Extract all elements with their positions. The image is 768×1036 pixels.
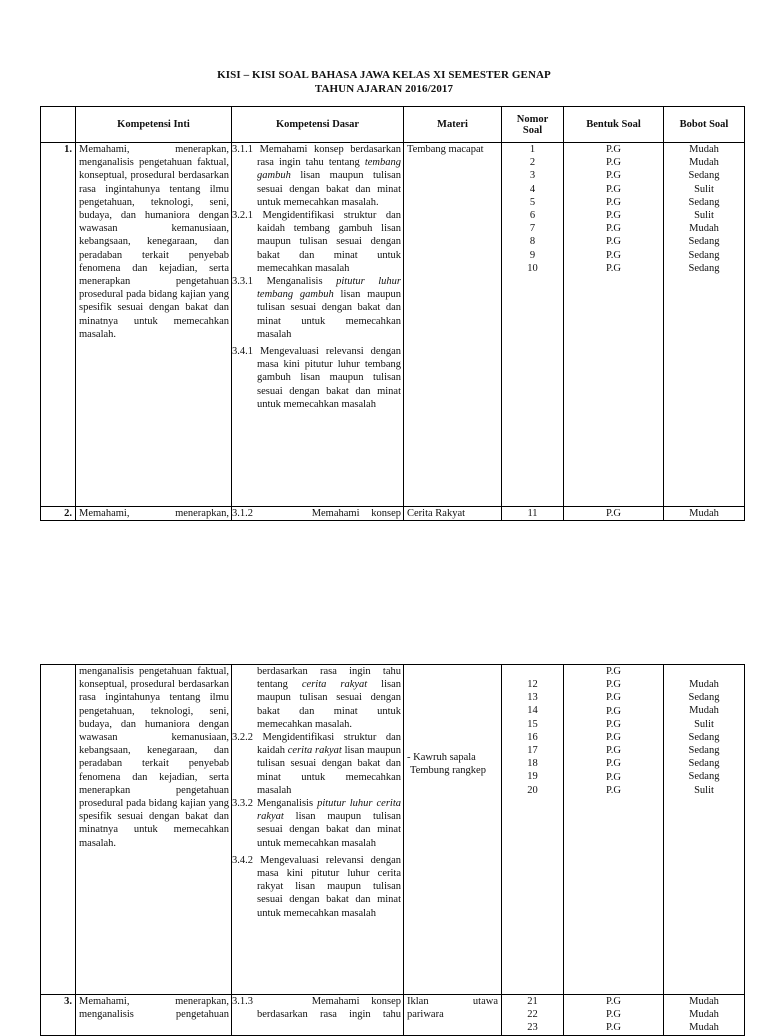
kd-item — [232, 209, 401, 275]
nomor-soal-cell: 11 — [502, 507, 564, 521]
row-number: 1. — [41, 143, 76, 507]
kd-text: Memahami konsep — [311, 508, 401, 519]
question-type: P.G — [606, 183, 621, 195]
ki-line2: menganalisis pengetahuan — [79, 1009, 229, 1021]
kd-text: Memahami konsep — [311, 996, 401, 1007]
question-number: 10 — [527, 262, 538, 274]
question-weight: Sedang — [688, 692, 720, 704]
kd-item — [232, 507, 401, 520]
header-no — [41, 107, 76, 143]
question-weight: Mudah — [689, 996, 719, 1007]
kd-item — [232, 995, 401, 1008]
bentuk-soal-cell: P.G — [564, 507, 664, 521]
question-weight: Sedang — [688, 758, 720, 770]
kd-emphasis: pitutur luhur cerita rakyat — [257, 798, 401, 823]
kompetensi-dasar-cell — [232, 995, 404, 1036]
question-type: P.G — [606, 758, 621, 770]
question-type: P.G — [606, 784, 621, 796]
materi-cell: Cerita Rakyat — [404, 507, 502, 521]
kd-emphasis: tembang gambuh — [257, 157, 401, 182]
kd-text: Mengevaluasi relevansi dengan masa kini pitutur luhur cerita rakyat lisan maupun tulisan sesuai dengan bakat dan minat untuk memecahkan masalah — [257, 854, 402, 919]
materi-cell: Tembang macapat — [404, 143, 502, 507]
kompetensi-inti-cell: Memahami, menerapkan, menganalisis pengetahuan faktual, konseptual, prosedural berdasarkan rasa ingintahunya tentang ilmu pengetahuan, teknologi, seni, budaya, dan humaniora dengan wawasan kemanusiaan, kebangsaan, kenegaraan, dan peradaban terkait penyebab fenomena dan kejadian, serta menerapkan pengetahuan prosedural pada bidang kajian yang spesifik sesuai dengan bakat dan minatnya untuk memecahkan masalah. — [76, 143, 232, 507]
question-number: 20 — [527, 784, 538, 796]
header-materi: Materi — [404, 107, 502, 143]
kd-text: Menganalisis — [266, 276, 337, 288]
kisi-table-page1 — [40, 106, 745, 521]
kd-text: Menganalisis — [257, 798, 318, 810]
kd-text: Mengevaluasi relevansi dengan masa kini pitutur luhur tembang gambuh lisan maupun tulisan sesuai dengan bakat dan minat untuk memecahkan masalah — [257, 346, 402, 410]
question-type: P.G — [606, 262, 621, 274]
bobot-soal-cell — [664, 143, 745, 507]
question-weight: Mudah — [689, 157, 719, 169]
kd-number: 3.1.3 — [232, 996, 253, 1007]
question-number: 21 — [527, 996, 538, 1007]
kd-text: berdasarkan rasa ingin tahu tentang — [257, 666, 401, 691]
question-weight: Sulit — [694, 718, 714, 730]
kd-number: 3.4.1 — [232, 346, 260, 358]
kd-number: 3.2.1 — [232, 210, 263, 222]
kd-item — [232, 731, 401, 797]
question-number: 1 — [529, 144, 536, 155]
question-number: 15 — [527, 718, 538, 730]
kd-text: lisan maupun tulisan sesuai dengan bakat dan minat untuk memecahkan masalah. — [257, 679, 401, 730]
question-number: 16 — [527, 731, 538, 743]
kompetensi-inti-cell — [76, 995, 232, 1036]
row-number: 3. — [41, 995, 76, 1036]
question-number: 5 — [529, 196, 536, 208]
nomor-soal-cell — [502, 665, 564, 995]
kompetensi-inti-cell: menganalisis pengetahuan faktual, konseptual, prosedural berdasarkan rasa ingintahunya tentang ilmu pengetahuan, teknologi, seni, budaya, dan humaniora dengan wawasan kemanusiaan, kebangsaan, kenegaraan, dan peradaban terkait penyebab fenomena dan kejadian, serta menerapkan pengetahuan prosedural pada bidang kajian yang spesifik sesuai dengan bakat dan minatnya untuk memecahkan masalah. — [76, 665, 232, 995]
kd-text-cont: berdasarkan rasa ingin tahu — [257, 1009, 401, 1021]
kd-item — [232, 854, 401, 920]
document-title: KISI – KISI SOAL BAHASA JAWA KELAS XI SEMESTER GENAP — [217, 69, 551, 81]
kd-item — [232, 345, 401, 411]
header-nomor-soal — [502, 107, 564, 143]
question-type: P.G — [606, 1009, 621, 1021]
question-weight: Sulit — [694, 183, 714, 195]
question-weight: Sedang — [688, 262, 720, 274]
question-number: 9 — [529, 249, 536, 261]
question-type: P.G — [606, 679, 621, 691]
ki-line1: Memahami, menerapkan, — [79, 996, 229, 1007]
kd-number: 3.1.1 — [232, 144, 260, 155]
materi-cell — [404, 995, 502, 1036]
question-weight: Sedang — [688, 771, 720, 783]
question-type: P.G — [606, 236, 621, 248]
question-number: 22 — [527, 1009, 538, 1021]
question-weight: Sedang — [688, 731, 720, 743]
bentuk-soal-cell — [564, 665, 664, 995]
kd-number: 3.3.1 — [232, 276, 267, 288]
kd-number: 3.3.2 — [232, 798, 258, 810]
question-type: P.G — [606, 718, 621, 730]
question-type: P.G — [606, 144, 621, 155]
question-type: P.G — [606, 170, 621, 182]
kd-text: Memahami konsep berdasarkan rasa ingin tahu tentang — [257, 144, 402, 169]
header-kompetensi-inti: Kompetensi Inti — [76, 107, 232, 143]
bobot-soal-cell: Mudah — [664, 507, 745, 521]
question-number: 17 — [527, 745, 538, 757]
question-weight: Sedang — [688, 236, 720, 248]
question-number: 18 — [527, 758, 538, 770]
question-type: P.G — [606, 705, 621, 717]
question-weight: Sedang — [688, 196, 720, 208]
question-number: 6 — [529, 210, 536, 222]
table-row — [41, 995, 745, 1036]
materi-line2: pariwara — [407, 1009, 444, 1021]
kd-text: lisan maupun tulisan sesuai dengan bakat dan minat untuk memecahkan masalah — [257, 289, 401, 340]
kd-emphasis: cerita rakyat — [301, 679, 368, 691]
question-number: 7 — [529, 223, 536, 235]
table-row — [41, 665, 745, 995]
question-weight: Mudah — [689, 705, 719, 717]
question-number: 3 — [529, 170, 536, 182]
question-type: P.G — [606, 249, 621, 261]
nomor-soal-cell — [502, 143, 564, 507]
question-weight: Mudah — [689, 144, 719, 155]
header-nomor-line2: Soal — [522, 124, 543, 136]
kd-number: 3.1.2 — [232, 508, 253, 519]
question-number: 23 — [527, 1022, 538, 1034]
question-weight: Sulit — [694, 210, 714, 222]
question-number: 8 — [529, 236, 536, 248]
question-weight: Sulit — [694, 784, 714, 796]
kd-text: lisan maupun tulisan sesuai dengan bakat dan minat untuk memecahkan masalah — [257, 811, 401, 849]
kd-text: lisan maupun tulisan sesuai dengan bakat dan minat untuk memecahkan masalah. — [257, 170, 401, 208]
kd-text: lisan maupun tulisan sesuai dengan bakat dan minat untuk memecahkan masalah — [257, 745, 401, 796]
question-type: P.G — [606, 1022, 621, 1034]
question-type: P.G — [606, 732, 621, 744]
question-type: P.G — [606, 196, 621, 208]
question-type: P.G — [606, 771, 621, 783]
header-kompetensi-dasar: Kompetensi Dasar — [232, 107, 404, 143]
bentuk-soal-cell — [564, 995, 664, 1036]
header-bentuk-soal: Bentuk Soal — [564, 107, 664, 143]
row-number: 2. — [41, 507, 76, 521]
table-header-row — [41, 107, 745, 143]
bobot-soal-cell — [664, 995, 745, 1036]
kd-item — [232, 143, 401, 209]
kisi-table-page2 — [40, 664, 745, 1036]
question-weight: Mudah — [689, 679, 719, 690]
question-number: 14 — [527, 705, 538, 717]
materi-line1: Iklan utawa — [407, 996, 498, 1007]
question-number: 19 — [527, 771, 538, 783]
question-type: P.G — [606, 692, 621, 704]
materi-line1: - Kawruh sapala — [407, 752, 476, 763]
kompetensi-dasar-cell — [232, 143, 404, 507]
question-type: P.G — [606, 996, 621, 1007]
document-subtitle: TAHUN AJARAN 2016/2017 — [314, 83, 454, 95]
header-nomor-line1: Nomor — [516, 113, 549, 125]
question-number: 2 — [529, 157, 536, 169]
kompetensi-dasar-cell — [232, 507, 404, 521]
bentuk-soal-cell — [564, 143, 664, 507]
kd-text: Mengidentifikasi struktur dan kaidah tembang gambuh lisan maupun tulisan sesuai dengan bakat dan minat untuk memecahkan masalah — [257, 210, 402, 274]
header-bobot-soal: Bobot Soal — [664, 107, 745, 143]
kd-text: Mengidentifikasi struktur dan kaidah — [257, 732, 402, 757]
nomor-soal-cell — [502, 995, 564, 1036]
materi-cell — [404, 665, 502, 995]
question-weight: Sedang — [688, 249, 720, 261]
question-type: P.G — [606, 666, 621, 677]
question-type: P.G — [606, 223, 621, 235]
kd-item — [232, 665, 401, 731]
bobot-soal-cell — [664, 665, 745, 995]
question-weight: Sedang — [688, 170, 720, 182]
question-number: 12 — [527, 679, 538, 690]
table-row — [41, 507, 745, 521]
question-number: 13 — [527, 692, 538, 704]
materi-line2: Tembung rangkep — [410, 765, 486, 777]
kd-number: 3.2.2 — [232, 732, 263, 744]
question-type: P.G — [606, 745, 621, 757]
kd-emphasis: pitutur luhur tembang gambuh — [257, 276, 402, 301]
question-weight: Sedang — [688, 745, 720, 757]
question-type: P.G — [606, 157, 621, 169]
question-number: 4 — [529, 183, 536, 195]
kd-emphasis: cerita rakyat — [287, 745, 342, 757]
kd-number: 3.4.2 — [232, 854, 260, 866]
kompetensi-inti-cell: Memahami, menerapkan, — [76, 507, 232, 521]
question-weight: Mudah — [689, 223, 719, 235]
question-type: P.G — [606, 210, 621, 222]
table-row — [41, 143, 745, 507]
row-number — [41, 665, 76, 995]
kd-item — [232, 275, 401, 341]
kd-item — [232, 797, 401, 850]
question-weight: Mudah — [689, 1022, 719, 1034]
kompetensi-dasar-cell — [232, 665, 404, 995]
question-weight: Mudah — [689, 1009, 719, 1021]
